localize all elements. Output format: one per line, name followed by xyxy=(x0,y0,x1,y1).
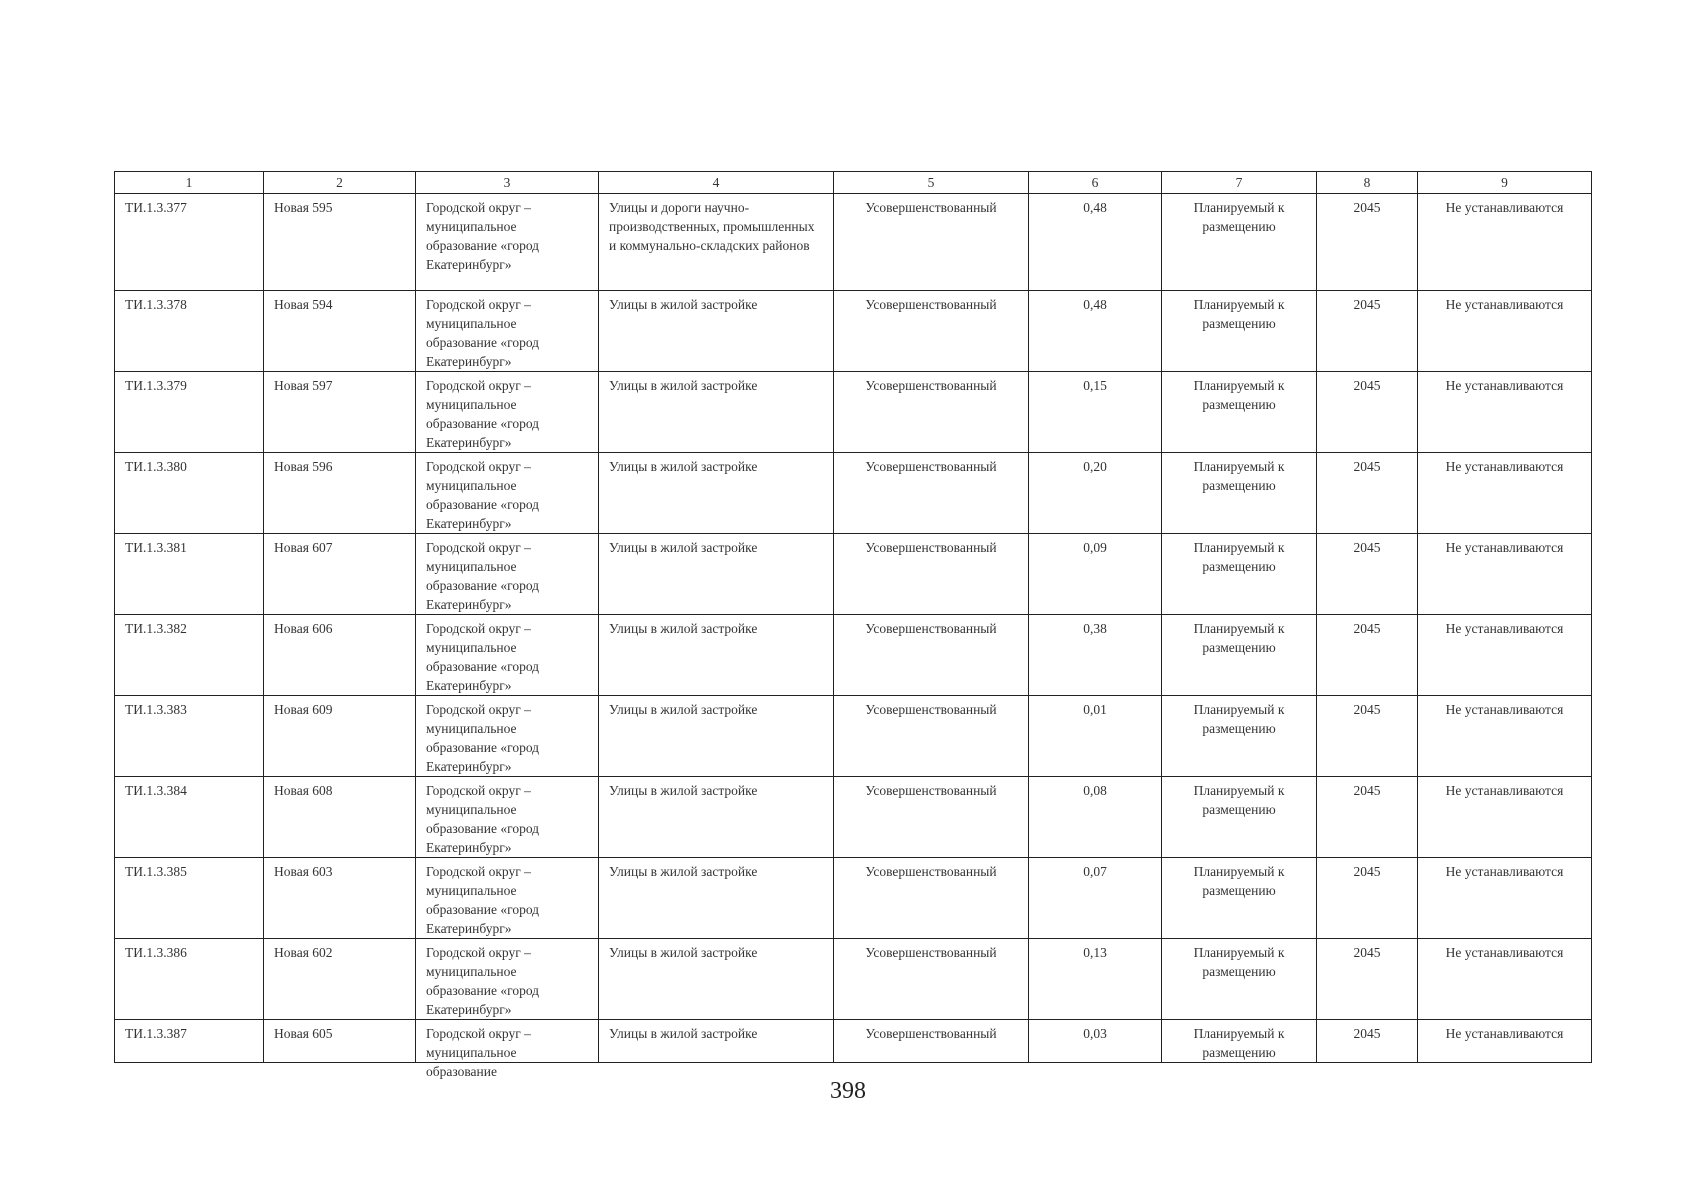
cell-status: Планируемый к размещению xyxy=(1162,696,1317,777)
cell-category: Улицы в жилой застройке xyxy=(599,372,834,453)
cell-length: 0,13 xyxy=(1029,939,1162,1020)
cell-year: 2045 xyxy=(1317,534,1418,615)
cell-zones: Не устанавливаются xyxy=(1418,777,1592,858)
cell-name: Новая 603 xyxy=(264,858,416,939)
cell-length: 0,15 xyxy=(1029,372,1162,453)
cell-surface: Усовершенствованный xyxy=(834,291,1029,372)
cell-category: Улицы в жилой застройке xyxy=(599,1020,834,1063)
column-header: 7 xyxy=(1162,172,1317,194)
cell-location: Городской округ – муниципальное образование «город Екатеринбург» xyxy=(416,372,599,453)
cell-id: ТИ.1.3.382 xyxy=(115,615,264,696)
cell-id: ТИ.1.3.385 xyxy=(115,858,264,939)
cell-surface: Усовершенствованный xyxy=(834,194,1029,291)
cell-location: Городской округ – муниципальное образование «город Екатеринбург» xyxy=(416,696,599,777)
cell-name: Новая 597 xyxy=(264,372,416,453)
cell-id: ТИ.1.3.384 xyxy=(115,777,264,858)
cell-length: 0,38 xyxy=(1029,615,1162,696)
cell-id: ТИ.1.3.379 xyxy=(115,372,264,453)
cell-status: Планируемый к размещению xyxy=(1162,534,1317,615)
cell-zones: Не устанавливаются xyxy=(1418,1020,1592,1063)
table-row xyxy=(115,615,1592,696)
column-header: 1 xyxy=(115,172,264,194)
cell-name: Новая 606 xyxy=(264,615,416,696)
table-row xyxy=(115,777,1592,858)
cell-status: Планируемый к размещению xyxy=(1162,194,1317,291)
cell-zones: Не устанавливаются xyxy=(1418,194,1592,291)
cell-zones: Не устанавливаются xyxy=(1418,453,1592,534)
cell-length: 0,03 xyxy=(1029,1020,1162,1063)
table-row xyxy=(115,534,1592,615)
cell-status: Планируемый к размещению xyxy=(1162,939,1317,1020)
cell-id: ТИ.1.3.386 xyxy=(115,939,264,1020)
cell-status: Планируемый к размещению xyxy=(1162,858,1317,939)
cell-name: Новая 595 xyxy=(264,194,416,291)
cell-year: 2045 xyxy=(1317,858,1418,939)
cell-surface: Усовершенствованный xyxy=(834,939,1029,1020)
table-row xyxy=(115,1020,1592,1063)
cell-id: ТИ.1.3.380 xyxy=(115,453,264,534)
cell-status: Планируемый к размещению xyxy=(1162,1020,1317,1063)
cell-name: Новая 609 xyxy=(264,696,416,777)
cell-status: Планируемый к размещению xyxy=(1162,291,1317,372)
cell-name: Новая 607 xyxy=(264,534,416,615)
cell-surface: Усовершенствованный xyxy=(834,534,1029,615)
cell-id: ТИ.1.3.377 xyxy=(115,194,264,291)
cell-year: 2045 xyxy=(1317,615,1418,696)
table-row xyxy=(115,291,1592,372)
column-header: 2 xyxy=(264,172,416,194)
cell-location: Городской округ – муниципальное образование «город Екатеринбург» xyxy=(416,453,599,534)
cell-surface: Усовершенствованный xyxy=(834,453,1029,534)
cell-id: ТИ.1.3.381 xyxy=(115,534,264,615)
cell-category: Улицы в жилой застройке xyxy=(599,696,834,777)
column-header: 5 xyxy=(834,172,1029,194)
cell-name: Новая 602 xyxy=(264,939,416,1020)
cell-length: 0,48 xyxy=(1029,194,1162,291)
cell-year: 2045 xyxy=(1317,453,1418,534)
column-header: 9 xyxy=(1418,172,1592,194)
cell-year: 2045 xyxy=(1317,777,1418,858)
table-row xyxy=(115,858,1592,939)
cell-year: 2045 xyxy=(1317,372,1418,453)
cell-year: 2045 xyxy=(1317,696,1418,777)
cell-zones: Не устанавливаются xyxy=(1418,939,1592,1020)
cell-surface: Усовершенствованный xyxy=(834,777,1029,858)
cell-length: 0,48 xyxy=(1029,291,1162,372)
cell-zones: Не устанавливаются xyxy=(1418,372,1592,453)
cell-status: Планируемый к размещению xyxy=(1162,777,1317,858)
cell-surface: Усовершенствованный xyxy=(834,372,1029,453)
cell-category: Улицы и дороги научно-производственных, промышленных и коммунально-складских районов xyxy=(599,194,834,291)
table-row xyxy=(115,696,1592,777)
column-header: 4 xyxy=(599,172,834,194)
cell-name: Новая 594 xyxy=(264,291,416,372)
cell-zones: Не устанавливаются xyxy=(1418,534,1592,615)
cell-name: Новая 608 xyxy=(264,777,416,858)
cell-surface: Усовершенствованный xyxy=(834,1020,1029,1063)
cell-location: Городской округ – муниципальное образование «город Екатеринбург» xyxy=(416,534,599,615)
cell-location: Городской округ – муниципальное образование «город Екатеринбург» xyxy=(416,939,599,1020)
cell-year: 2045 xyxy=(1317,291,1418,372)
cell-length: 0,20 xyxy=(1029,453,1162,534)
cell-name: Новая 596 xyxy=(264,453,416,534)
page-number: 398 xyxy=(830,1078,866,1104)
cell-category: Улицы в жилой застройке xyxy=(599,615,834,696)
cell-category: Улицы в жилой застройке xyxy=(599,534,834,615)
cell-category: Улицы в жилой застройке xyxy=(599,291,834,372)
cell-zones: Не устанавливаются xyxy=(1418,696,1592,777)
table-row xyxy=(115,939,1592,1020)
cell-name: Новая 605 xyxy=(264,1020,416,1063)
cell-surface: Усовершенствованный xyxy=(834,858,1029,939)
cell-category: Улицы в жилой застройке xyxy=(599,777,834,858)
cell-category: Улицы в жилой застройке xyxy=(599,858,834,939)
column-header: 8 xyxy=(1317,172,1418,194)
cell-surface: Усовершенствованный xyxy=(834,615,1029,696)
table-row xyxy=(115,194,1592,291)
cell-length: 0,09 xyxy=(1029,534,1162,615)
cell-zones: Не устанавливаются xyxy=(1418,615,1592,696)
cell-zones: Не устанавливаются xyxy=(1418,291,1592,372)
cell-location: Городской округ – муниципальное образование «город Екатеринбург» xyxy=(416,194,599,291)
cell-length: 0,01 xyxy=(1029,696,1162,777)
cell-length: 0,07 xyxy=(1029,858,1162,939)
cell-category: Улицы в жилой застройке xyxy=(599,453,834,534)
column-header: 6 xyxy=(1029,172,1162,194)
document-table xyxy=(114,171,1592,1079)
table-row xyxy=(115,453,1592,534)
table-header-row xyxy=(115,172,1592,194)
cell-year: 2045 xyxy=(1317,939,1418,1020)
cell-year: 2045 xyxy=(1317,194,1418,291)
cell-location: Городской округ – муниципальное образование «город Екатеринбург» xyxy=(416,777,599,858)
table-row xyxy=(115,372,1592,453)
cell-location-text: Городской округ – муниципальное образование xyxy=(426,1026,531,1079)
cell-id: ТИ.1.3.383 xyxy=(115,696,264,777)
cell-surface: Усовершенствованный xyxy=(834,696,1029,777)
cell-location: Городской округ – муниципальное образование «город Екатеринбург» xyxy=(416,615,599,696)
cell-category: Улицы в жилой застройке xyxy=(599,939,834,1020)
cell-year: 2045 xyxy=(1317,1020,1418,1063)
cell-id: ТИ.1.3.387 xyxy=(115,1020,264,1063)
cell-zones: Не устанавливаются xyxy=(1418,858,1592,939)
cell-status: Планируемый к размещению xyxy=(1162,372,1317,453)
cell-status: Планируемый к размещению xyxy=(1162,615,1317,696)
cell-location xyxy=(416,1020,599,1079)
column-header: 3 xyxy=(416,172,599,194)
cell-location: Городской округ – муниципальное образование «город Екатеринбург» xyxy=(416,291,599,372)
cell-location: Городской округ – муниципальное образование «город Екатеринбург» xyxy=(416,858,599,939)
cell-length: 0,08 xyxy=(1029,777,1162,858)
cell-status: Планируемый к размещению xyxy=(1162,453,1317,534)
cell-id: ТИ.1.3.378 xyxy=(115,291,264,372)
